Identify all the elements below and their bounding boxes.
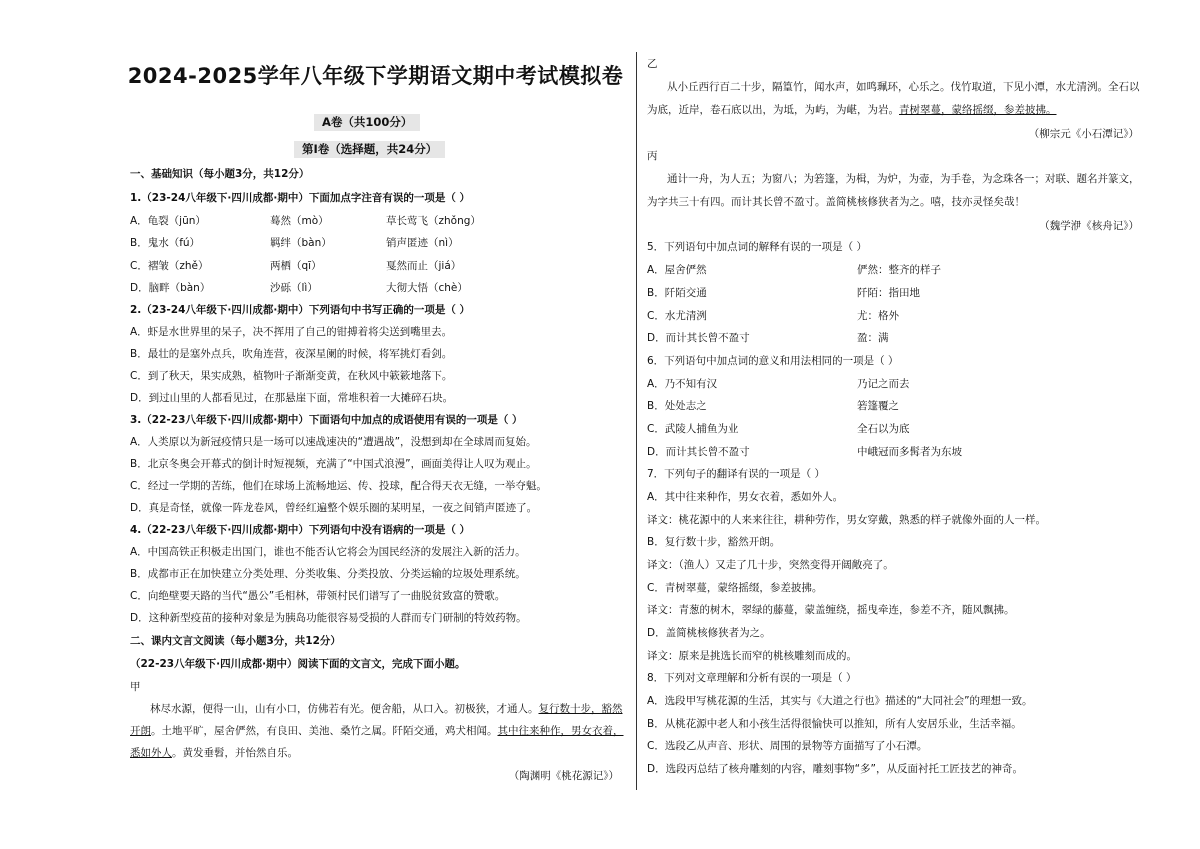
q7-line: 译文：原来是挑选长而窄的桃核雕刻而成的。 — [647, 650, 857, 662]
q8-option: D．选段丙总结了核舟雕刻的内容，雕刻事物“多”，从反面衬托工匠技艺的神奇。 — [647, 763, 1023, 775]
q8-option: A．选段甲写桃花源的生活，其实与《大道之行也》描述的“大同社会”的理想一致。 — [647, 695, 1033, 707]
q4-option: D．这种新型疫苗的接种对象是为胰岛功能很容易受损的人群而专门研制的特效药物。 — [130, 612, 527, 624]
reading-instructions: （22-23八年级下·四川成都·期中）阅读下面的文言文，完成下面小题。 — [130, 658, 466, 670]
question-2-stem: 2.（23-24八年级下·四川成都·期中）下列语句中书写正确的一项是（ ） — [130, 304, 471, 316]
q3-option: C．经过一学期的苦练，他们在球场上流畅地运、传、投球，配合得天衣无缝，一举夺魁。 — [130, 480, 547, 492]
passage-jia-label: 甲 — [130, 681, 141, 693]
q6-option-pair: 全石以为底 — [857, 423, 910, 435]
q2-option: C．到了秋天，果实成熟，植物叶子渐渐变黄，在秋风中簌簌地落下。 — [130, 370, 453, 382]
q1-option: A．龟裂（jūn） — [130, 215, 206, 227]
question-8-stem: 8．下列对文章理解和分析有误的一项是（ ） — [647, 672, 857, 684]
question-7-stem: 7．下列句子的翻译有误的一项是（ ） — [647, 468, 826, 480]
q6-option-pair: 箬篷覆之 — [857, 400, 899, 412]
column-divider — [636, 52, 637, 790]
q8-option: B．从桃花源中老人和小孩生活得很愉快可以推知，所有人安居乐业，生活幸福。 — [647, 718, 1022, 730]
passage-bing-source: （魏学洢《核舟记》） — [1039, 220, 1139, 232]
q1-option: 草长莺飞（zhǒng） — [386, 215, 481, 227]
q7-line: A．其中往来种作，男女衣着，悉如外人。 — [647, 491, 844, 503]
q5-option: C．水尤清洌 — [647, 310, 707, 322]
q6-option-pair: 乃记之而去 — [857, 378, 910, 390]
q7-line: 译文：桃花源中的人来来往往，耕种劳作，男女穿戴，熟悉的样子就像外面的人一样。 — [647, 514, 1046, 526]
question-4-stem: 4.（22-23八年级下·四川成都·期中）下列语句中没有语病的一项是（ ） — [130, 524, 471, 536]
q1-option: 戛然而止（jiá） — [386, 260, 462, 272]
passage-yi-source: （柳宗元《小石潭记》） — [1028, 128, 1139, 140]
q7-line: B．复行数十步，豁然开朗。 — [647, 536, 781, 548]
q1-option: 羁绊（bàn） — [270, 237, 332, 249]
passage-bing-line: 为字共三十有四。而计其长曾不盈寸。盖简桃核修狭者为之。嘻，技亦灵怪矣哉！ — [647, 196, 1025, 208]
q1-option: B．鬼水（fú） — [130, 237, 201, 249]
q4-option: A．中国高铁正积极走出国门，谁也不能否认它将会为国民经济的发展注入新的活力。 — [130, 546, 526, 558]
passage-yi-label: 乙 — [647, 58, 658, 70]
q6-option: D．而计其长曾不盈寸 — [647, 446, 750, 458]
right-column — [647, 0, 1147, 849]
q7-line: 译文：（渔人）又走了几十步，突然变得开阔敞亮了。 — [647, 559, 894, 571]
q7-line: C．青树翠蔓，蒙络摇缀，参差披拂。 — [647, 582, 823, 594]
q3-option: B．北京冬奥会开幕式的倒计时短视频，充满了“中国式浪漫”，画面美得让人叹为观止。 — [130, 458, 537, 470]
q2-option: B．最壮的是塞外点兵，吹角连营，夜深星阑的时候，将军挑灯看剑。 — [130, 348, 453, 360]
q3-option: A．人类原以为新冠疫情只是一场可以速战速决的“遭遇战”，没想到却在全球周而复始。 — [130, 436, 537, 448]
q1-option: D．脑畔（bàn） — [130, 282, 211, 294]
q7-line: D．盖简桃核修狭者为之。 — [647, 627, 771, 639]
q6-option: C．武陵人捕鱼为业 — [647, 423, 739, 435]
exam-title: 2024-2025学年八年级下学期语文期中考试模拟卷 — [127, 64, 624, 88]
q5-option-gloss: 盈：满 — [857, 332, 889, 344]
q5-option: A．屋舍俨然 — [647, 264, 707, 276]
section-heading-basic: 一、基础知识（每小题3分，共12分） — [130, 168, 310, 180]
passage-jia-line: 开朗。土地平旷，屋舍俨然，有良田、美池、桑竹之属。阡陌交通，鸡犬相闻。其中往来种作，男女衣着， — [130, 725, 624, 737]
q1-option: 蓦然（mò） — [270, 215, 329, 227]
question-5-stem: 5．下列语句中加点词的解释有误的一项是（ ） — [647, 241, 868, 253]
question-1-stem: 1.（23-24八年级下·四川成都·期中）下面加点字注音有误的一项是（ ） — [130, 192, 471, 204]
passage-bing-line: 通计一舟，为人五；为窗八；为箬篷，为楫，为炉，为壶，为手卷，为念珠各一；对联、题名并篆文， — [667, 173, 1140, 185]
q3-option: D．真是奇怪，就像一阵龙卷风，曾经红遍整个娱乐圈的某明星，一夜之间销声匿迹了。 — [130, 502, 538, 514]
passage-yi-line: 为底，近岸，卷石底以出，为坻，为屿，为嵁，为岩。青树翠蔓，蒙络摇缀，参差披拂。 — [647, 104, 1057, 116]
q8-option: C．选段乙从声音、形状、周围的景物等方面描写了小石潭。 — [647, 740, 928, 752]
q1-option: 大彻大悟（chè） — [386, 282, 468, 294]
q2-option: D．到过山里的人都看见过，在那悬崖下面，常堆积着一大摊碎石块。 — [130, 392, 454, 404]
q5-option: D．而计其长曾不盈寸 — [647, 332, 750, 344]
q1-option: 销声匿迹（nì） — [386, 237, 459, 249]
q2-option: A．虾是水世界里的呆子，决不挥用了自己的钳搏着将尖送到嘴里去。 — [130, 326, 453, 338]
q1-option: C．褶皱（zhě） — [130, 260, 209, 272]
q5-option-gloss: 俨然：整齐的样子 — [857, 264, 941, 276]
q4-option: C．向绝壁要天路的当代“愚公”毛相林，带领村民们谱写了一曲脱贫致富的赞歌。 — [130, 590, 506, 602]
q6-option: A．乃不知有汉 — [647, 378, 718, 390]
left-column — [124, 0, 627, 849]
q5-option: B．阡陌交通 — [647, 287, 707, 299]
q6-option: B．处处志之 — [647, 400, 707, 412]
passage-jia-line: 林尽水源，便得一山，山有小口，仿佛若有光。便舍船，从口入。初极狭，才通人。复行数十步，豁然 — [150, 703, 623, 715]
passage-jia-line: 悉如外人。黄发垂髫，并怡然自乐。 — [130, 747, 298, 759]
passage-yi-line: 从小丘西行百二十步，隔篁竹，闻水声，如鸣珮环，心乐之。伐竹取道，下见小潭，水尤清洌。全石以 — [667, 81, 1140, 93]
section-heading-classical: 二、课内文言文阅读（每小题3分，共12分） — [130, 635, 341, 647]
q6-option-pair: 中峨冠而多髯者为东坡 — [857, 446, 962, 458]
passage-jia-source: （陶渊明《桃花源记》） — [508, 770, 619, 782]
q5-option-gloss: 阡陌：指田地 — [857, 287, 920, 299]
q1-option: 沙砾（lì） — [270, 282, 318, 294]
passage-bing-label: 丙 — [647, 150, 658, 162]
question-3-stem: 3.（22-23八年级下·四川成都·期中）下面语句中加点的成语使用有误的一项是（ ） — [130, 414, 523, 426]
q7-line: 译文：青葱的树木，翠绿的藤蔓，蒙盖缠绕，摇曳牵连，参差不齐，随风飘拂。 — [647, 604, 1015, 616]
q1-option: 两栖（qī） — [270, 260, 322, 272]
question-6-stem: 6．下列语句中加点词的意义和用法相同的一项是（ ） — [647, 355, 899, 367]
section-banner-a: A卷（共100分） — [314, 114, 420, 131]
q5-option-gloss: 尤：格外 — [857, 310, 899, 322]
q4-option: B．成都市正在加快建立分类处理、分类收集、分类投放、分类运输的垃圾处理系统。 — [130, 568, 526, 580]
section-banner-part1: 第Ⅰ卷（选择题，共24分） — [294, 141, 445, 158]
